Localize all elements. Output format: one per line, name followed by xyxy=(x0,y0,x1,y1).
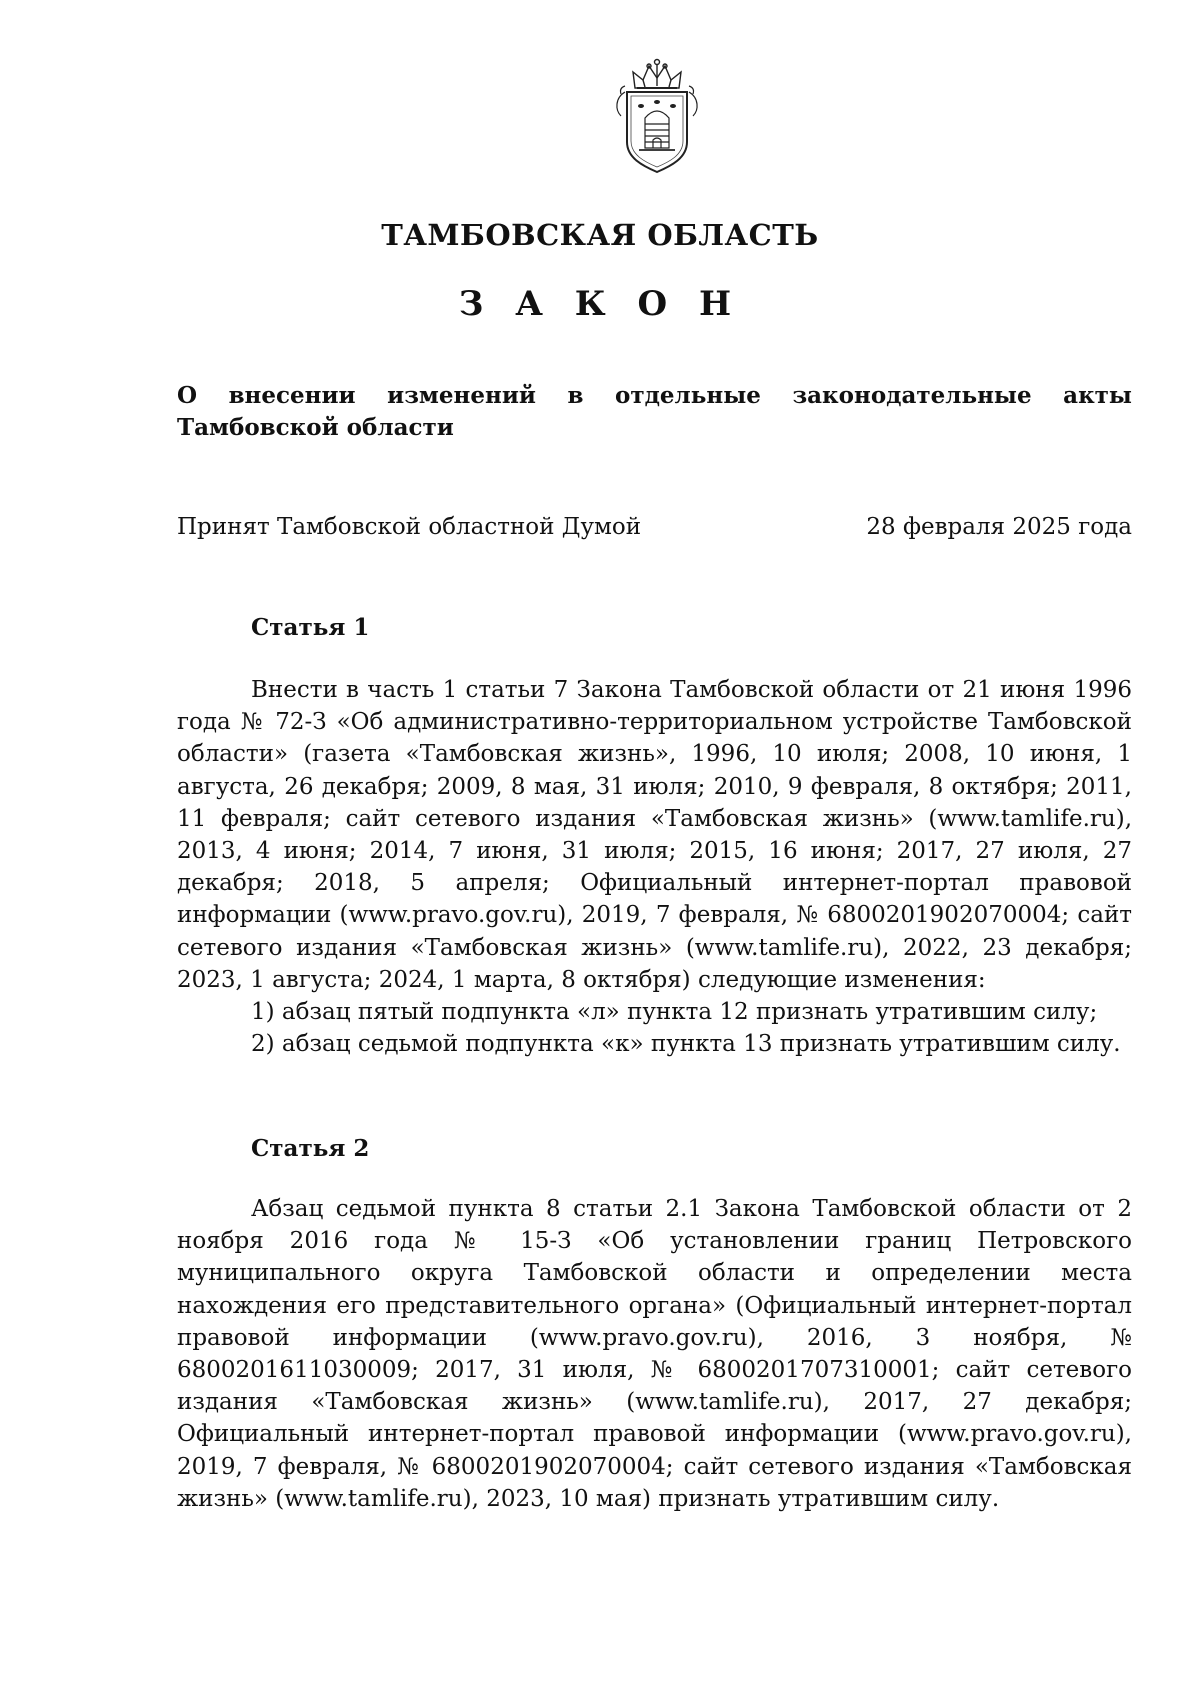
article-2-paragraph: Абзац седьмой пункта 8 статьи 2.1 Закона Тамбовской области от 2 ноября 2016 года № 15-З «Об установлении границ Петровского муниципального округа Тамбовской области и определении места нахождения его представительного органа» (Официальный интернет-портал правовой информации (www.pravo.gov.ru), 2016, 3 ноября, № 6800201611030009; 2017, 31 июля, № 6800201707310001; сайт сетевого издания «Тамбовская жизнь» (www.tamlife.ru), 2017, 27 декабря; Официальный интернет-портал правовой информации (www.pravo.gov.ru), 2019, 7 февраля, № 6800201902070004; сайт сетевого издания «Тамбовская жизнь» (www.tamlife.ru), 2023, 10 мая) признать утратившим силу. xyxy=(177,1196,1132,1512)
article-1-paragraph: Внести в часть 1 статьи 7 Закона Тамбовской области от 21 июня 1996 года № 72-З «Об административно-территориальном устройстве Тамбовской области» (газета «Тамбовская жизнь», 1996, 10 июля; 2008, 10 июня, 1 августа, 26 декабря; 2009, 8 мая, 31 июля; 2010, 9 февраля, 8 октября; 2011, 11 февраля; сайт сетевого издания «Тамбовская жизнь» (www.tamlife.ru), 2013, 4 июня; 2014, 7 июня, 31 июля; 2015, 16 июня; 2017, 27 июля, 27 декабря; 2018, 5 апреля; Официальный интернет-портал правовой информации (www.pravo.gov.ru), 2019, 7 февраля, № 6800201902070004; сайт сетевого издания «Тамбовская жизнь» (www.tamlife.ru), 2022, 23 декабря; 2023, 1 августа; 2024, 1 марта, 8 октября) следующие изменения: xyxy=(177,677,1132,993)
article-1-text xyxy=(177,674,1132,1060)
region-name: ТАМБОВСКАЯ ОБЛАСТЬ xyxy=(381,218,819,252)
adoption-line xyxy=(177,514,1132,540)
adoption-date: 28 февраля 2025 года xyxy=(866,514,1132,540)
article-1-item-1: 1) абзац пятый подпункта «л» пункта 12 признать утратившим силу; xyxy=(251,999,1098,1026)
adopted-by: Принят Тамбовской областной Думой xyxy=(177,514,642,540)
document-type: З А К О Н xyxy=(458,284,742,324)
article-1-item-2: 2) абзац седьмой подпункта «к» пункта 13 признать утратившим силу. xyxy=(251,1031,1121,1058)
article-1-heading: Статья 1 xyxy=(251,614,370,641)
law-title: О внесении изменений в отдельные законодательные акты Тамбовской области xyxy=(177,382,1132,441)
article-2-text xyxy=(177,1193,1132,1515)
article-2-heading: Статья 2 xyxy=(251,1135,370,1162)
tambov-coat-of-arms-icon xyxy=(611,58,703,176)
